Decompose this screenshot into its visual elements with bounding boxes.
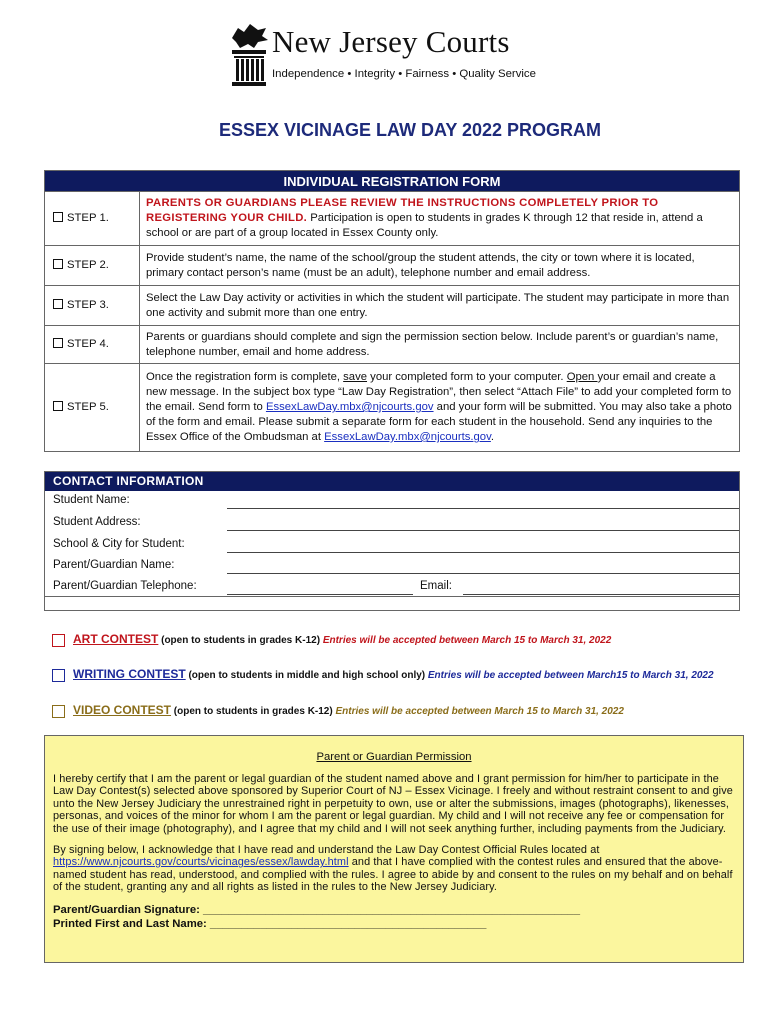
registration-steps-table bbox=[44, 170, 740, 452]
step-5-part: . bbox=[490, 431, 495, 443]
step-5-part: and your form will be submitted. You may also take a photo of the form and email. Please submit a separate form for each student in the household. Send any inquiries to the Essex Office of the Ombudsman at bbox=[146, 401, 732, 443]
permission-part: By signing below, I acknowledge that I have read and understand the Law Day Contest Official Rules located at bbox=[53, 843, 600, 856]
step-4-label: STEP 4. bbox=[67, 338, 109, 350]
email-link[interactable]: EssexLawDay.mbx@njcourts.gov bbox=[265, 401, 434, 413]
permission-paragraph-1: I hereby certify that I am the parent or legal guardian of the student named above and I grant permission for him/her to participate in the Law Day Contest(s) selected above sponsored by Superior Court of NJ – Essex Vicinage. I freely and without restraint consent to and give unto the New Jersey Judiciary the unrestrained right in perpetuity to own, use or alter the submissions, images (photographs), likenesses, personas, and voices of the minor for whom I am the parent or legal guardian. My child and I will not receive any fee or compensation for the use of their image (photography), and I agree that my child and I will not seek anything further, including payments from the Judiciary. bbox=[53, 772, 733, 835]
step-3-label: STEP 3. bbox=[67, 299, 109, 311]
email-field[interactable] bbox=[463, 594, 739, 595]
step-3-checkbox-cell[interactable] bbox=[45, 286, 140, 326]
step-2-label: STEP 2. bbox=[67, 259, 109, 271]
guardian-name-label: Parent/Guardian Name: bbox=[53, 559, 175, 571]
checkbox-icon[interactable] bbox=[52, 669, 65, 682]
video-contest-option[interactable] bbox=[52, 703, 624, 718]
step-1-label: STEP 1. bbox=[67, 212, 109, 224]
step-5-part: Once the registration form is complete, bbox=[146, 371, 344, 383]
checkbox-icon[interactable] bbox=[53, 401, 63, 411]
page-title: ESSEX VICINAGE LAW DAY 2022 PROGRAM bbox=[218, 120, 602, 140]
art-contest-entries: Entries will be accepted between March 15 to March 31, 2022 bbox=[322, 635, 612, 646]
step-4-checkbox-cell[interactable] bbox=[45, 326, 140, 364]
school-city-field[interactable] bbox=[227, 552, 739, 553]
step-3-text: Select the Law Day activity or activities in which the student will participate. The student may participate in more than one activity and submit more than one entry. bbox=[140, 286, 740, 326]
permission-title: Parent or Guardian Permission bbox=[316, 751, 472, 763]
email-link-2[interactable]: EssexLawDay.mbx@njcourts.gov bbox=[324, 431, 491, 443]
lawday-rules-link[interactable]: https://www.njcourts.gov/courts/vicinages/essex/lawday.html bbox=[53, 856, 349, 869]
courthouse-column-icon bbox=[228, 22, 270, 88]
student-name-label: Student Name: bbox=[53, 494, 130, 506]
checkbox-icon[interactable] bbox=[53, 212, 63, 222]
registration-form-heading: INDIVIDUAL REGISTRATION FORM bbox=[45, 171, 740, 192]
step-1-checkbox-cell[interactable] bbox=[45, 192, 140, 246]
student-name-field[interactable] bbox=[227, 508, 739, 509]
guardian-phone-field[interactable] bbox=[227, 594, 413, 595]
checkbox-icon[interactable] bbox=[52, 705, 65, 718]
signature-line[interactable]: Parent/Guardian Signature: ____________________________________________________________ bbox=[53, 903, 580, 916]
step-2-checkbox-cell[interactable] bbox=[45, 246, 140, 286]
step-5-label: STEP 5. bbox=[67, 401, 109, 413]
writing-contest-option[interactable] bbox=[52, 667, 714, 682]
printed-name-line[interactable]: Printed First and Last Name: ____________________________________________ bbox=[53, 917, 487, 930]
video-contest-name: VIDEO CONTEST bbox=[73, 703, 172, 717]
contact-divider bbox=[45, 596, 739, 597]
permission-part: and that I have complied with the contest rules and ensured that the above-named student has read, understood, and complied with the rules. I agree to abide by and consent to the rules on my behalf and on behalf of the student, granting any and all rights as listed in the rules to the New Jersey Judiciary. bbox=[53, 856, 733, 894]
step-1-text bbox=[140, 192, 740, 246]
video-contest-entries: Entries will be accepted between March 15 to March 31, 2022 bbox=[335, 706, 624, 717]
step-5-save: save bbox=[343, 371, 368, 383]
org-tagline: Independence • Integrity • Fairness • Quality Service bbox=[272, 68, 536, 80]
writing-contest-entries: Entries will be accepted between March15 to March 31, 2022 bbox=[427, 670, 714, 681]
step-5-part: your email and create a new message. In the subject box type “Law Day Registration”, then select “Attach File” to add your completed form to the email. Send form to bbox=[146, 371, 732, 413]
guardian-permission-box bbox=[44, 735, 744, 963]
step-5-part: your completed form to your computer. bbox=[367, 371, 567, 383]
checkbox-icon[interactable] bbox=[53, 338, 63, 348]
step-5-open: Open bbox=[566, 371, 598, 383]
video-contest-range: (open to students in grades K-12) bbox=[171, 706, 336, 717]
step-2-text: Provide student’s name, the name of the school/group the student attends, the city or town where it is located, primary contact person’s name (must be an adult), telephone number and email address. bbox=[140, 246, 740, 286]
guardian-phone-label: Parent/Guardian Telephone: bbox=[53, 580, 197, 592]
checkbox-icon[interactable] bbox=[53, 259, 63, 269]
email-label: Email: bbox=[420, 580, 452, 592]
student-address-field[interactable] bbox=[227, 530, 739, 531]
writing-contest-name: WRITING CONTEST bbox=[73, 667, 186, 681]
contact-heading: CONTACT INFORMATION bbox=[45, 472, 739, 491]
step-5-checkbox-cell[interactable] bbox=[45, 364, 140, 452]
org-name: New Jersey Courts bbox=[272, 24, 510, 59]
art-contest-option[interactable] bbox=[52, 632, 611, 647]
permission-paragraph-2 bbox=[45, 844, 743, 894]
school-city-label: School & City for Student: bbox=[53, 538, 185, 550]
checkbox-icon[interactable] bbox=[53, 299, 63, 309]
art-contest-name: ART CONTEST bbox=[73, 632, 159, 646]
step-4-text: Parents or guardians should complete and sign the permission section below. Include parent’s or guardian’s name, telephone number, email and home address. bbox=[140, 326, 740, 364]
guardian-name-field[interactable] bbox=[227, 573, 739, 574]
step-1-body: Participation is open to students in grades K through 12 that reside in, attend a school or are part of a group located in Essex County only. bbox=[146, 212, 703, 239]
checkbox-icon[interactable] bbox=[52, 634, 65, 647]
art-contest-range: (open to students in grades K-12) bbox=[158, 635, 323, 646]
writing-contest-range: (open to students in middle and high school only) bbox=[185, 670, 428, 681]
step-1-warning: PARENTS OR GUARDIANS PLEASE REVIEW THE INSTRUCTIONS COMPLETELY PRIOR TO REGISTERING YOUR CHILD. bbox=[146, 197, 659, 224]
contact-information-section bbox=[44, 471, 740, 611]
nj-courts-logo bbox=[228, 22, 558, 88]
step-5-text bbox=[140, 364, 740, 452]
student-address-label: Student Address: bbox=[53, 516, 141, 528]
